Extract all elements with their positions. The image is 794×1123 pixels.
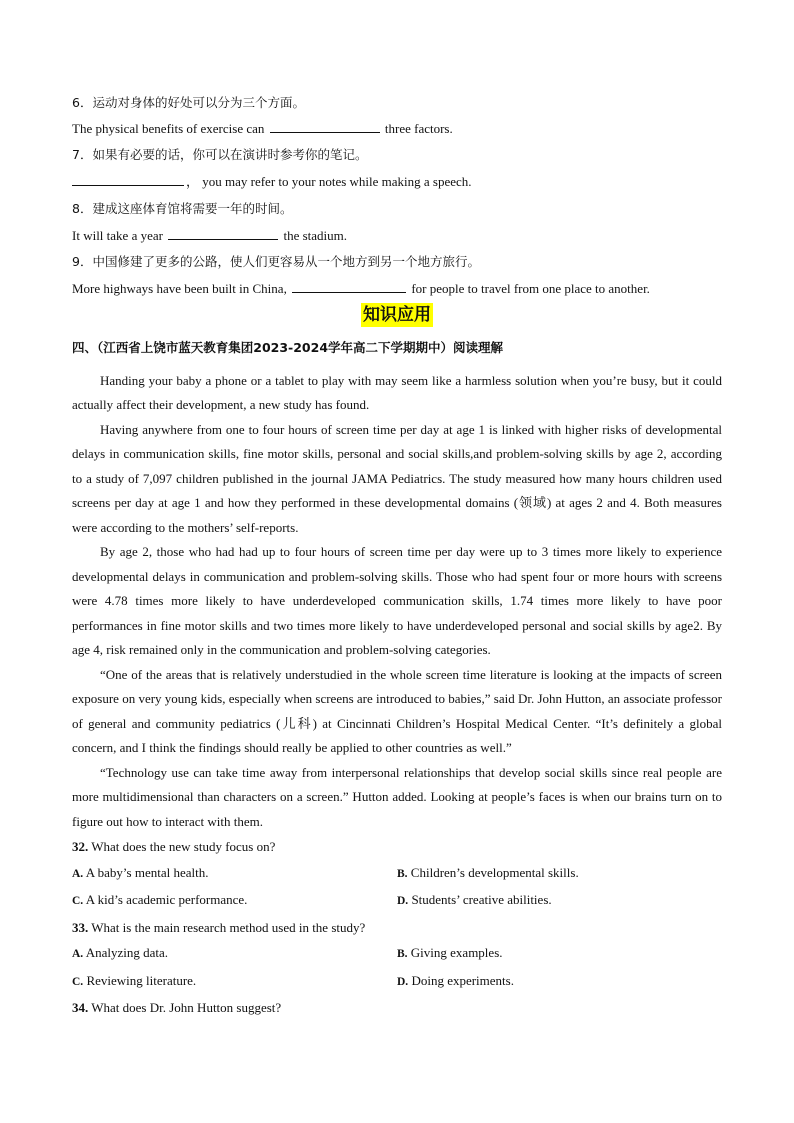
passage-paragraph: By age 2, those who had had up to four hours of screen time per day were up to 3 times more likely to experience developmental delays in communication and problem-solving skills. Those who had spent four or more hours with screens were 4.78 times more likely to have underdeveloped communication skills, 1.74 times more likely to have poor performances in fine motor skills and two times more likely to have underdeveloped personal and social skills by age2. By age 4, risk remained only in the communication and problem-solving categories. xyxy=(72,544,722,657)
option-key: D. xyxy=(397,895,409,907)
answer-blank[interactable] xyxy=(168,227,278,240)
question-number: 33. xyxy=(72,919,89,935)
option-text: Children’s developmental skills. xyxy=(407,864,579,880)
question-text: What does the new study focus on? xyxy=(88,839,276,854)
option-key: C. xyxy=(72,895,84,907)
chinese-sentence: 运动对身体的好处可以分为三个方面。 xyxy=(92,95,305,110)
reading-passage xyxy=(72,369,722,835)
item-7-english xyxy=(72,173,722,190)
option-key: D. xyxy=(397,975,409,988)
english-after: three factors. xyxy=(381,121,453,136)
passage-paragraph: Handing your baby a phone or a tablet to play with may seem like a harmless solution when you’re busy, but it could actually affect their development, a new study has found. xyxy=(72,372,722,412)
option-c[interactable] xyxy=(72,887,397,915)
option-key: C. xyxy=(72,975,84,988)
passage-paragraph: “One of the areas that is relatively understudied in the whole screen time literature is looking at the impacts of screen exposure on very young kids, especially when screens are introduced to babies,” said Dr. John Hutton, an associate professor of general and community pediatrics (儿科) at Cincinnati Children’s Hospital Medical Center. “It’s definitely a global concern, and I think the findings should really be applied to other countries as well.” xyxy=(72,666,722,755)
option-a[interactable] xyxy=(72,860,397,888)
answer-blank[interactable] xyxy=(270,120,380,133)
option-text: Students’ creative abilities. xyxy=(408,892,552,907)
item-6-english xyxy=(72,120,722,137)
item-8-english xyxy=(72,227,722,244)
option-b[interactable] xyxy=(397,940,722,968)
item-number: 7． xyxy=(72,147,93,162)
english-after: for people to travel from one place to another. xyxy=(408,281,650,296)
section-title-wrap xyxy=(72,303,722,329)
english-after: the stadium. xyxy=(280,228,348,243)
item-number: 6． xyxy=(72,95,93,110)
options-row xyxy=(72,887,722,915)
option-d[interactable] xyxy=(397,968,722,996)
option-key: A. xyxy=(72,948,84,960)
option-c[interactable] xyxy=(72,968,397,996)
question-text: What is the main research method used in the study? xyxy=(88,919,366,935)
answer-blank[interactable] xyxy=(72,173,184,186)
document-page xyxy=(72,92,722,1021)
answer-blank[interactable] xyxy=(292,280,406,293)
item-8-chinese xyxy=(72,200,722,217)
option-a[interactable] xyxy=(72,940,397,968)
option-d[interactable] xyxy=(397,887,722,915)
option-text: A baby’s mental health. xyxy=(83,864,209,880)
question-number: 32. xyxy=(72,839,89,854)
option-text: Analyzing data. xyxy=(83,945,169,960)
english-after: ， you may refer to your notes while making a speech. xyxy=(186,174,472,189)
section-title: 知识应用 xyxy=(363,305,431,325)
option-key: A. xyxy=(72,867,84,880)
chinese-sentence: 中国修建了更多的公路，使人们更容易从一个地方到另一个地方旅行。 xyxy=(92,254,480,269)
options-row xyxy=(72,968,722,996)
option-text: Giving examples. xyxy=(407,945,503,960)
question-32 xyxy=(72,834,722,860)
question-34 xyxy=(72,995,722,1021)
english-before: More highways have been built in China, xyxy=(72,281,291,296)
item-7-chinese xyxy=(72,146,722,163)
item-9-english xyxy=(72,280,722,297)
option-b[interactable] xyxy=(397,860,722,888)
option-text: Reviewing literature. xyxy=(83,972,197,988)
item-6-chinese xyxy=(72,94,722,111)
item-9-chinese xyxy=(72,253,722,270)
passage-paragraph: Having anywhere from one to four hours of screen time per day at age 1 is linked with higher risks of developmental delays in communication skills, fine motor skills, personal and social skills,and problem-solving skills by age 2, according to a study of 7,097 children published in the journal JAMA Pediatrics. The study measured how many hours children used screens per day at age 1 and how they performed in these developmental domains (领域) at ages 2 and 4. Both measures were according to the mothers’ self-reports. xyxy=(72,421,722,535)
item-number: 9． xyxy=(72,254,93,269)
chinese-sentence: 如果有必要的话，你可以在演讲时参考你的笔记。 xyxy=(92,147,368,162)
option-text: Doing experiments. xyxy=(408,972,514,988)
chinese-sentence: 建成这座体育馆将需要一年的时间。 xyxy=(92,201,293,216)
question-number: 34. xyxy=(72,1000,89,1015)
option-text: A kid’s academic performance. xyxy=(83,892,248,907)
question-33 xyxy=(72,915,722,941)
item-number: 8． xyxy=(72,201,93,216)
passage-paragraph: “Technology use can take time away from interpersonal relationships that develop social skills since real people are more multidimensional than characters on a screen.” Hutton added. Looking at people’s faces is when our brains turn on to figure out how to interact with them. xyxy=(72,764,722,829)
options-row xyxy=(72,860,722,888)
option-key: B. xyxy=(397,867,408,880)
options-row xyxy=(72,940,722,968)
english-before: The physical benefits of exercise can xyxy=(72,121,268,136)
reading-section-heading: 四、（江西省上饶市蓝天教育集团2023-2024学年高二下学期期中）阅读理解 xyxy=(72,340,504,355)
option-key: B. xyxy=(397,948,408,960)
english-before: It will take a year xyxy=(72,228,167,243)
question-text: What does Dr. John Hutton suggest? xyxy=(88,1000,282,1015)
